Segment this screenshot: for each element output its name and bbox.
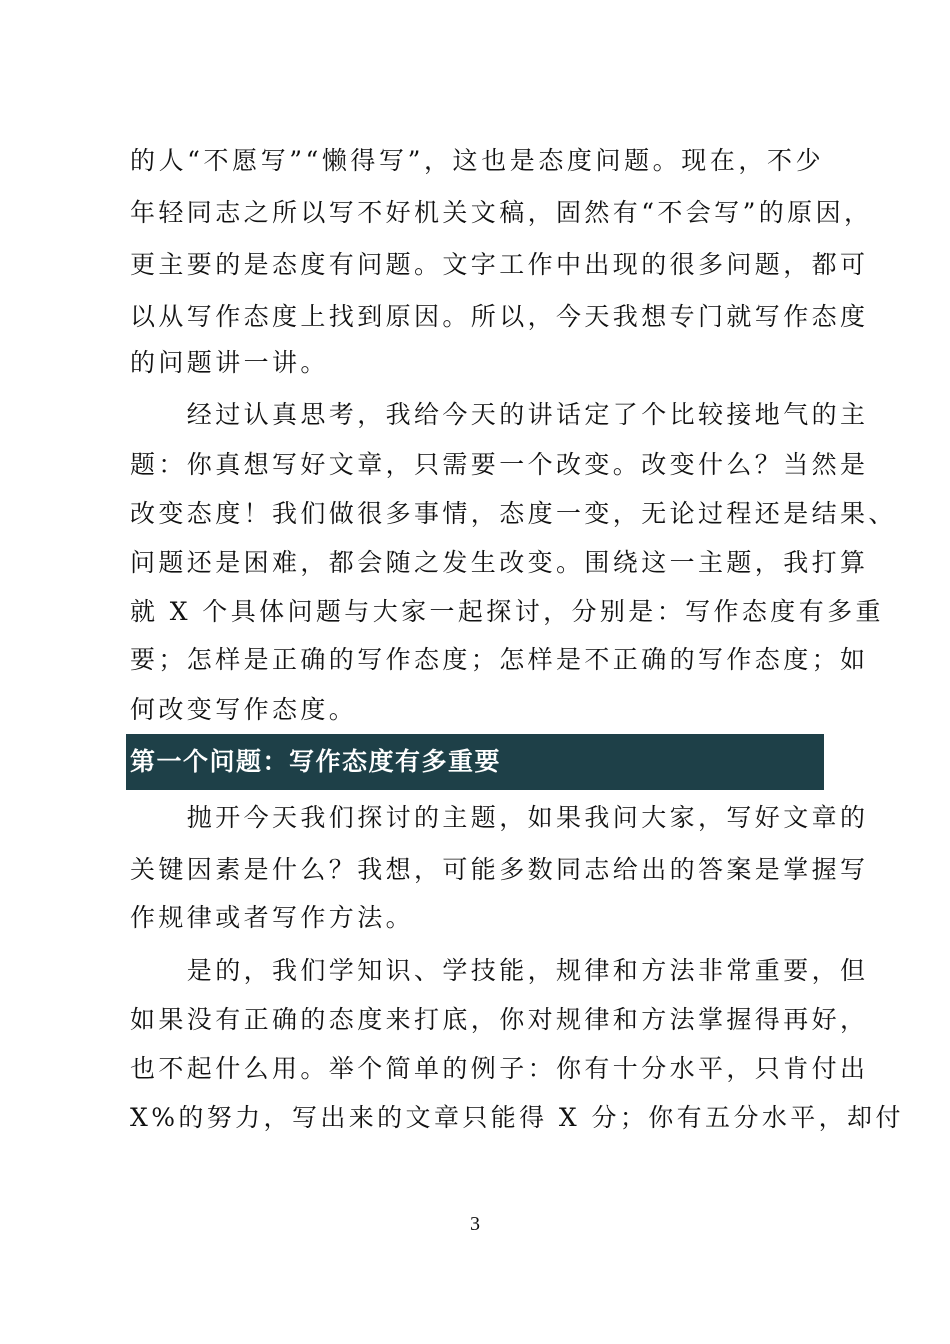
paragraph-1-line-4: 以从写作态度上找到原因。所以，今天我想专门就写作态度 xyxy=(130,302,869,331)
paragraph-1-line-5: 的问题讲一讲。 xyxy=(130,348,329,377)
paragraph-4-line-1: 是的，我们学知识、学技能，规律和方法非常重要，但 xyxy=(130,956,869,985)
section-heading: 第一个问题：写作态度有多重要 xyxy=(130,747,502,776)
paragraph-2-line-5: 就 X 个具体问题与大家一起探讨，分别是：写作态度有多重 xyxy=(130,597,884,626)
paragraph-2-line-4: 问题还是困难，都会随之发生改变。围绕这一主题，我打算 xyxy=(130,548,869,577)
paragraph-1-line-2: 年轻同志之所以写不好机关文稿，固然有“不会写”的原因， xyxy=(130,198,873,227)
paragraph-2-line-6: 要；怎样是正确的写作态度；怎样是不正确的写作态度；如 xyxy=(130,645,869,674)
paragraph-3-line-3: 作规律或者写作方法。 xyxy=(130,903,415,932)
paragraph-2-line-1: 经过认真思考，我给今天的讲话定了个比较接地气的主 xyxy=(130,400,869,429)
paragraph-4-line-3: 也不起什么用。举个简单的例子：你有十分水平，只肯付出 xyxy=(130,1054,869,1083)
paragraph-3-line-1: 抛开今天我们探讨的主题，如果我问大家，写好文章的 xyxy=(130,803,869,832)
paragraph-3-line-2: 关键因素是什么？我想，可能多数同志给出的答案是掌握写 xyxy=(130,855,869,884)
paragraph-2-line-2: 题：你真想写好文章，只需要一个改变。改变什么？当然是 xyxy=(130,450,869,479)
paragraph-4-line-2: 如果没有正确的态度来打底，你对规律和方法掌握得再好， xyxy=(130,1005,869,1034)
paragraph-1-line-1: 的人“不愿写”“懒得写”，这也是态度问题。现在，不少 xyxy=(130,146,824,175)
paragraph-4-line-4: X%的努力，写出来的文章只能得 X 分；你有五分水平，却付 xyxy=(130,1103,904,1132)
paragraph-2-line-3: 改变态度！我们做很多事情，态度一变，无论过程还是结果、 xyxy=(130,499,897,528)
page-number: 3 xyxy=(470,1213,480,1235)
paragraph-2-line-7: 何改变写作态度。 xyxy=(130,695,358,724)
paragraph-1-line-3: 更主要的是态度有问题。文字工作中出现的很多问题，都可 xyxy=(130,250,869,279)
